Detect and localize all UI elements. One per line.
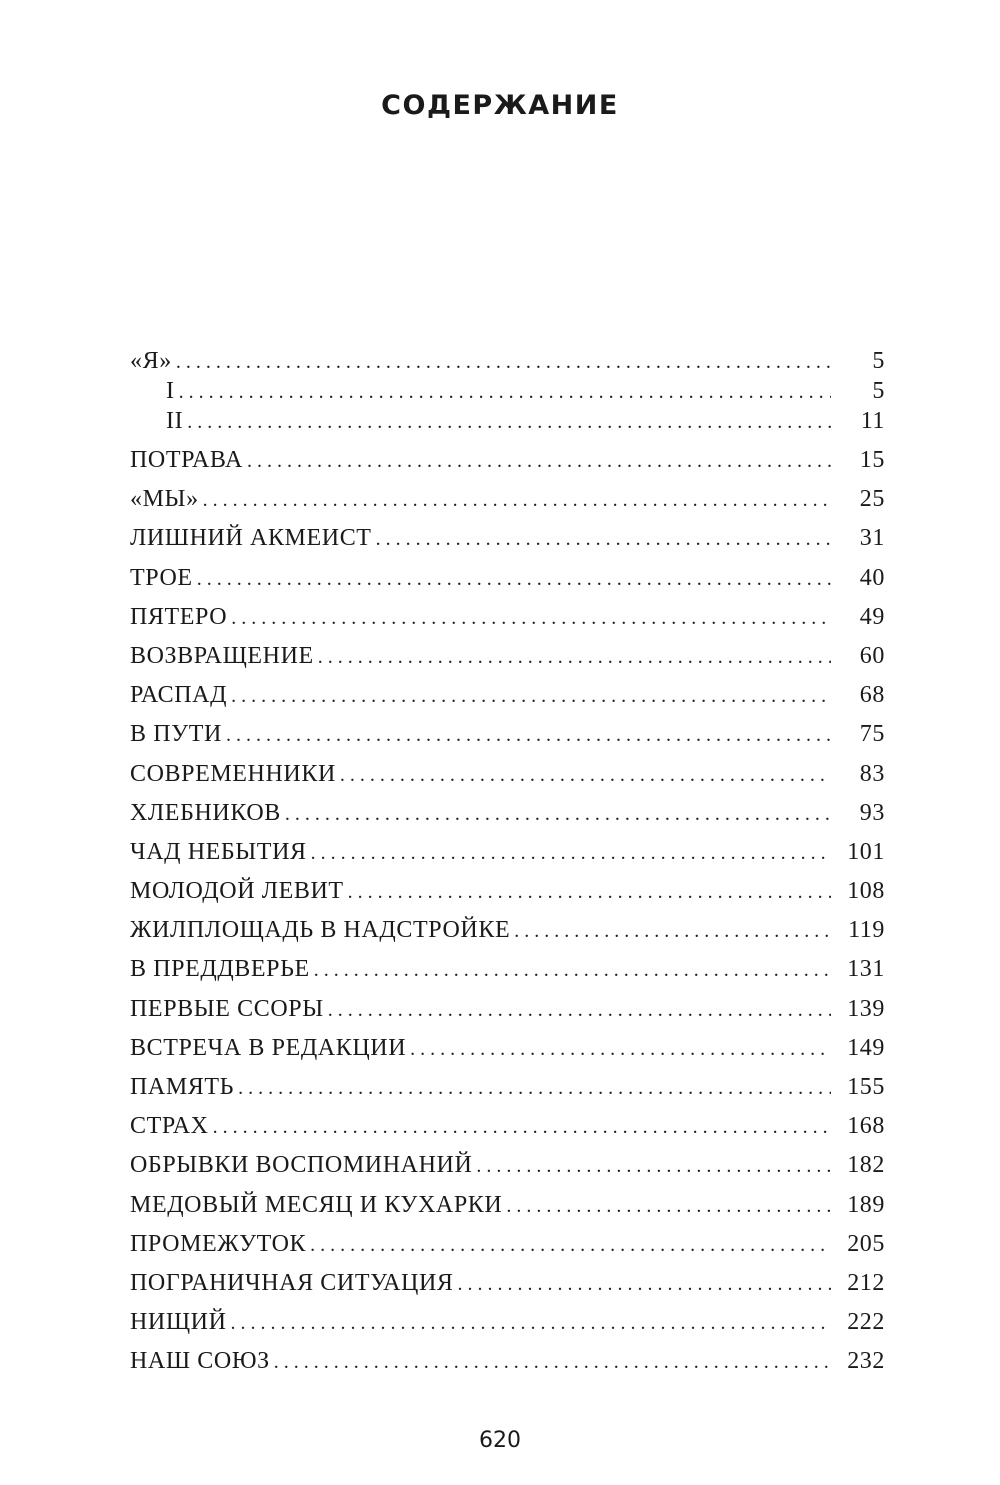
- dot-leader: [318, 646, 831, 669]
- toc-entry-page: 212: [847, 1269, 885, 1296]
- toc-entry-page: 108: [847, 878, 885, 905]
- dot-leader: [314, 959, 831, 982]
- toc-entry-title: ЛИШНИЙ АКМЕИСТ: [130, 525, 372, 552]
- toc-entry-title: ЖИЛПЛОЩАДЬ В НАДСТРОЙКЕ: [130, 917, 511, 944]
- dot-leader: [247, 450, 831, 473]
- toc-entry-title: «Я»: [130, 348, 172, 374]
- toc-entry-title: ОБРЫВКИ ВОСПОМИНАНИЙ: [130, 1152, 473, 1179]
- dot-leader: [231, 1312, 831, 1335]
- toc-entry-page: 131: [847, 956, 885, 983]
- dot-leader: [348, 881, 831, 904]
- toc-entry[interactable]: [130, 643, 885, 682]
- toc-entry[interactable]: [130, 447, 885, 486]
- toc-entry-page: 205: [847, 1230, 885, 1257]
- toc-entry[interactable]: [130, 1113, 885, 1152]
- dot-leader: [328, 999, 831, 1022]
- page-number: 620: [479, 1428, 521, 1453]
- toc-entry-title: ПЕРВЫЕ ССОРЫ: [130, 995, 324, 1022]
- toc-entry-page: 232: [847, 1348, 885, 1375]
- toc-entry[interactable]: [130, 1270, 885, 1309]
- toc-entry-title: СОВРЕМЕННИКИ: [130, 760, 336, 787]
- table-of-contents: [130, 348, 885, 1388]
- toc-entry-title: НАШ СОЮЗ: [130, 1348, 270, 1375]
- toc-entry-title: МОЛОДОЙ ЛЕВИТ: [130, 878, 344, 905]
- toc-entry-page: 182: [847, 1152, 885, 1179]
- toc-entry[interactable]: [130, 878, 885, 917]
- toc-entry-page: 149: [847, 1034, 885, 1061]
- toc-entry-page: 189: [847, 1191, 885, 1218]
- toc-entry-title: В ПРЕДДВЕРЬЕ: [130, 956, 310, 983]
- toc-entry[interactable]: [130, 682, 885, 721]
- toc-entry-page: 60: [859, 642, 885, 669]
- toc-entry-page: 40: [859, 564, 885, 591]
- toc-entry[interactable]: [130, 565, 885, 604]
- dot-leader: [179, 381, 831, 404]
- toc-entry-title: В ПУТИ: [130, 721, 222, 748]
- dot-leader: [187, 411, 831, 434]
- dot-leader: [476, 1155, 831, 1178]
- dot-leader: [231, 685, 831, 708]
- toc-entry[interactable]: [130, 761, 885, 800]
- toc-entry-title: МЕДОВЫЙ МЕСЯЦ И КУХАРКИ: [130, 1191, 503, 1218]
- toc-entry-page: 5: [872, 378, 885, 404]
- toc-entry-page: 49: [859, 603, 885, 630]
- toc-entry-page: 5: [872, 348, 885, 374]
- toc-entry[interactable]: [130, 1231, 885, 1270]
- toc-entry-title: НИЩИЙ: [130, 1309, 227, 1336]
- toc-entry-title: СТРАХ: [130, 1113, 209, 1140]
- toc-entry-page: 155: [847, 1074, 885, 1100]
- toc-entry[interactable]: [130, 604, 885, 643]
- toc-entry[interactable]: [130, 800, 885, 839]
- toc-entry[interactable]: [130, 1348, 885, 1387]
- toc-entry-page: 119: [848, 917, 885, 944]
- toc-entry-page: 68: [859, 682, 885, 709]
- toc-entry-title: ПОГРАНИЧНАЯ СИТУАЦИЯ: [130, 1269, 454, 1296]
- toc-entry[interactable]: [130, 917, 885, 956]
- toc-entry[interactable]: [130, 1152, 885, 1191]
- toc-entry-title: ПРОМЕЖУТОК: [130, 1230, 307, 1257]
- toc-entry[interactable]: [130, 839, 885, 878]
- dot-leader: [226, 724, 831, 747]
- toc-entry[interactable]: [130, 525, 885, 564]
- toc-entry[interactable]: [130, 956, 885, 995]
- toc-subentry[interactable]: [130, 408, 885, 447]
- toc-entry-title: ХЛЕБНИКОВ: [130, 799, 281, 826]
- toc-entry-title: РАСПАД: [130, 682, 228, 709]
- dot-leader: [310, 1234, 831, 1257]
- dot-leader: [340, 764, 831, 787]
- toc-entry[interactable]: [130, 1309, 885, 1348]
- dot-leader: [514, 920, 831, 943]
- toc-entry-page: 93: [859, 799, 885, 826]
- dot-leader: [238, 1077, 831, 1100]
- toc-entry-title: ВОЗВРАЩЕНИЕ: [130, 642, 314, 669]
- dot-leader: [285, 803, 831, 826]
- dot-leader: [213, 1116, 831, 1139]
- toc-entry-title: ЧАД НЕБЫТИЯ: [130, 838, 307, 865]
- toc-entry-page: 139: [847, 995, 885, 1022]
- toc-entry-page: 15: [859, 447, 885, 473]
- toc-entry[interactable]: [130, 996, 885, 1035]
- toc-entry-page: 83: [859, 760, 885, 787]
- toc-entry-page: 222: [847, 1309, 885, 1336]
- toc-entry-title: ПАМЯТЬ: [130, 1074, 235, 1100]
- toc-entry-page: 75: [859, 721, 885, 748]
- dot-leader: [506, 1195, 831, 1218]
- toc-entry-title: ПОТРАВА: [130, 447, 243, 473]
- toc-entry-page: 168: [847, 1113, 885, 1140]
- toc-entry-title: ПЯТЕРО: [130, 603, 228, 630]
- dot-leader: [231, 607, 831, 630]
- toc-entry-title: ТРОЕ: [130, 564, 193, 591]
- toc-entry-page: 31: [859, 525, 885, 552]
- toc-entry-title: II: [166, 408, 184, 434]
- toc-entry-title: ВСТРЕЧА В РЕДАКЦИИ: [130, 1034, 407, 1061]
- toc-entry-title: I: [166, 378, 175, 404]
- dot-leader: [458, 1273, 832, 1296]
- toc-entry-page: 101: [847, 838, 885, 865]
- toc-entry[interactable]: [130, 1192, 885, 1231]
- dot-leader: [410, 1038, 831, 1061]
- dot-leader: [176, 351, 831, 374]
- toc-entry[interactable]: [130, 1074, 885, 1113]
- dot-leader: [274, 1351, 831, 1374]
- toc-entry[interactable]: [130, 348, 885, 378]
- toc-entry[interactable]: [130, 721, 885, 760]
- dot-leader: [197, 568, 831, 591]
- toc-subentry[interactable]: [130, 378, 885, 408]
- toc-entry[interactable]: [130, 1035, 885, 1074]
- dot-leader: [311, 842, 831, 865]
- toc-entry[interactable]: [130, 486, 885, 525]
- page-title: СОДЕРЖАНИЕ: [381, 90, 619, 121]
- dot-leader: [376, 528, 831, 551]
- toc-entry-page: 11: [860, 408, 885, 434]
- toc-entry-page: 25: [859, 486, 885, 513]
- dot-leader: [203, 489, 831, 512]
- toc-entry-title: «МЫ»: [130, 486, 199, 513]
